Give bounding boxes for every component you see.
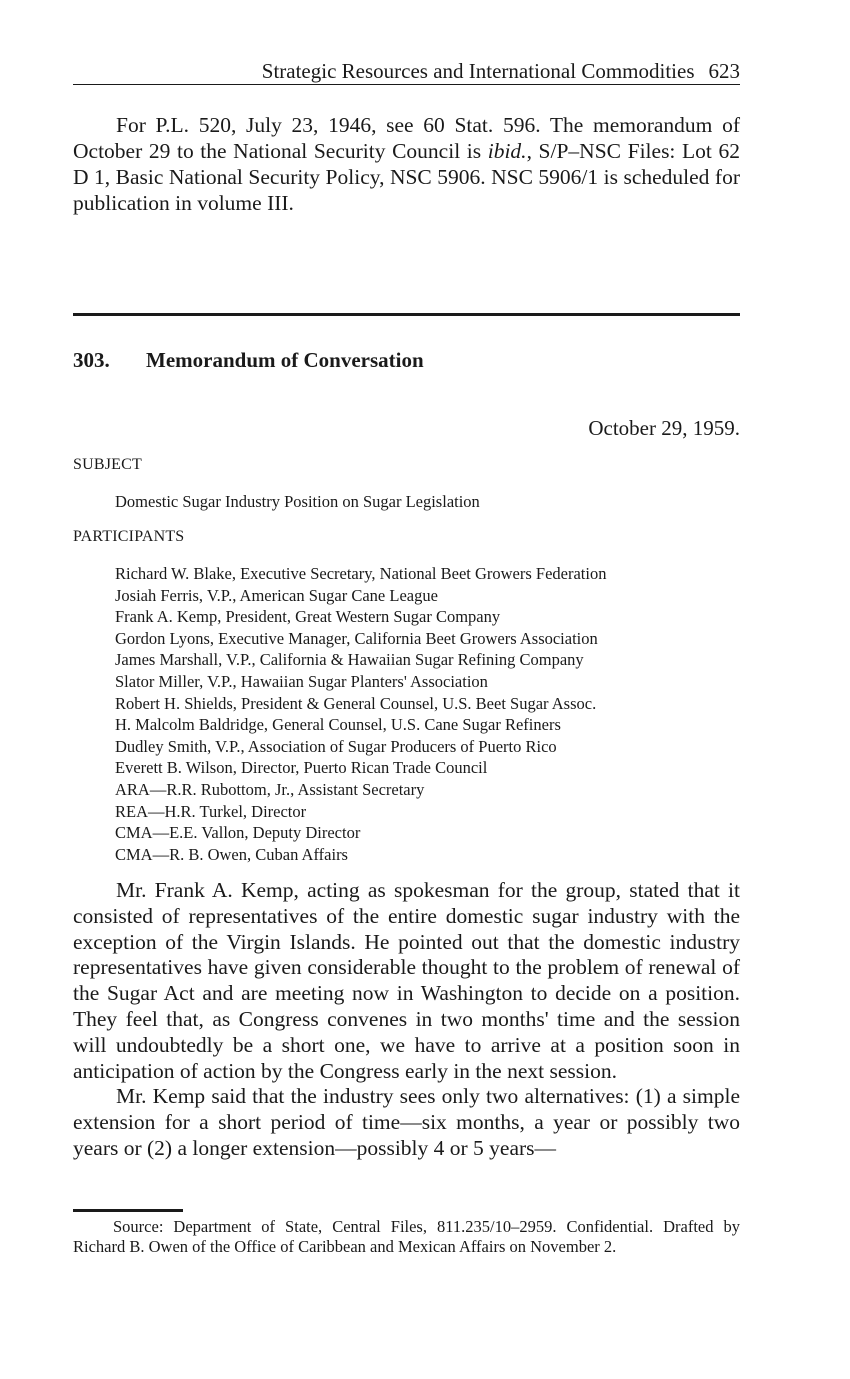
body-paragraph: Mr. Kemp said that the industry sees only two alternatives: (1) a simple extension for a short period of time—six months, a year or possibly two years or (2) a longer extension—possibly 4 or 5 years— [73, 1084, 740, 1160]
source-footnote: Source: Department of State, Central Files, 811.235/10–2959. Confidential. Drafted by Richard B. Owen of the Office of Caribbean and Mexican Affairs on November 2. [73, 1217, 740, 1256]
participant: Gordon Lyons, Executive Manager, California Beet Growers Association [115, 628, 598, 648]
running-head-title: Strategic Resources and International Commodities [261, 59, 695, 83]
previous-note-text-2: , S/P–NSC Files: Lot 62 D 1, Basic National Security Policy, NSC 5906. NSC 5906/1 is scheduled for publication in volume III. [73, 139, 740, 215]
participant: Frank A. Kemp, President, Great Western Sugar Company [115, 607, 501, 627]
participant: James Marshall, V.P., California & Hawaiian Sugar Refining Company [115, 650, 584, 670]
participant: H. Malcolm Baldridge, General Counsel, U.S. Cane Sugar Refiners [115, 715, 561, 735]
participant: Richard W. Blake, Executive Secretary, National Beet Growers Federation [115, 564, 607, 583]
participant: REA—H.R. Turkel, Director [115, 801, 307, 821]
document-date: October 29, 1959. [588, 416, 740, 440]
participant: Everett B. Wilson, Director, Puerto Rican Trade Council [115, 758, 488, 778]
document-number: 303. [73, 348, 110, 372]
memorandum-body [73, 878, 740, 1162]
participants-list [115, 563, 606, 865]
participant: CMA—R. B. Owen, Cuban Affairs [115, 844, 348, 864]
running-head [73, 58, 740, 84]
subject-label: SUBJECT [73, 456, 142, 473]
page-number: 623 [708, 59, 740, 83]
participant: CMA—E.E. Vallon, Deputy Director [115, 823, 361, 843]
participant: Josiah Ferris, V.P., American Sugar Cane League [115, 585, 438, 605]
participant: ARA—R.R. Rubottom, Jr., Assistant Secretary [115, 779, 425, 799]
subject-text: Domestic Sugar Industry Position on Sugar Legislation [115, 492, 480, 511]
participant: Robert H. Shields, President & General Counsel, U.S. Beet Sugar Assoc. [115, 693, 597, 713]
running-head-rule [73, 84, 740, 85]
body-paragraph: Mr. Frank A. Kemp, acting as spokesman for the group, stated that it consisted of representatives of the entire domestic sugar industry with the exception of the Virgin Islands. He pointed out that the domestic industry representatives have given considerable thought to the problem of renewal of the Sugar Act and are meeting now in Washington to decide on a position. They feel that, as Congress convenes in two months' time and the session will undoubtedly be a short one, we have to arrive at a position soon in anticipation of action by the Congress early in the next session. [73, 878, 740, 1083]
document-heading [73, 346, 740, 374]
previous-note-text-1: For P.L. 520, July 23, 1946, see 60 Stat. 596. The memorandum of October 29 to the National Security Council is [73, 113, 740, 163]
section-divider [73, 313, 740, 316]
previous-document-note [73, 112, 740, 216]
participants-label: PARTICIPANTS [73, 528, 185, 545]
participant: Slator Miller, V.P., Hawaiian Sugar Planters' Association [115, 671, 488, 691]
document-title: Memorandum of Conversation [146, 348, 424, 372]
previous-note-italic: ibid. [487, 139, 527, 163]
footnote-rule [73, 1209, 183, 1212]
participant: Dudley Smith, V.P., Association of Sugar Producers of Puerto Rico [115, 736, 557, 756]
